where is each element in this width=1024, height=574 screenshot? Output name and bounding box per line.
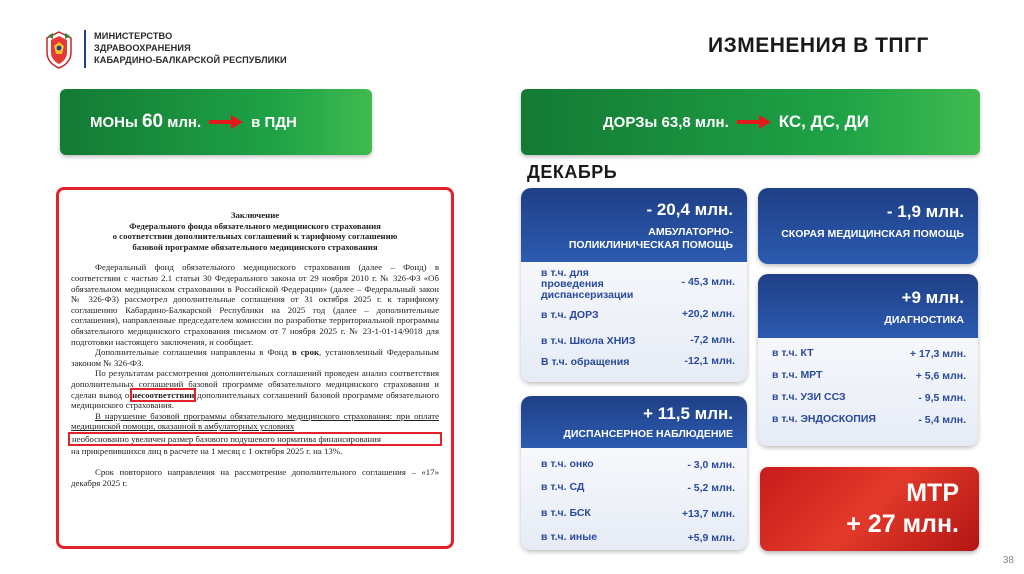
card-amount: + 11,5 млн. xyxy=(643,404,733,423)
mon-unit: млн. xyxy=(167,114,202,131)
highlight-violation: необоснованно увеличен размер базового подушевого норматива финансирования xyxy=(68,432,442,447)
card-amount: +9 млн. xyxy=(901,288,964,307)
card-amount: - 20,4 млн. xyxy=(646,200,733,219)
mtr-highlight-box xyxy=(760,467,979,551)
ministry-name: МИНИСТЕРСТВО ЗДРАВООХРАНЕНИЯ КАБАРДИНО-БАЛКАРСКОЙ РЕСПУБЛИКИ xyxy=(94,31,287,65)
red-arrow-icon xyxy=(737,115,771,129)
card-label: ДИСПАНСЕРНОЕ НАБЛЮДЕНИЕ xyxy=(563,428,733,440)
mon-prefix: МОНы xyxy=(90,114,138,131)
card-ambulance xyxy=(758,188,978,264)
card-label: СКОРАЯ МЕДИЦИНСКАЯ ПОМОЩЬ xyxy=(781,228,964,240)
card-dispensary: + 11,5 млн. ДИСПАНСЕРНОЕ НАБЛЮДЕНИЕ в т.ч. онко - 3,0 млн. в т.ч. СД - 5,2 млн. в т.ч. БСК +13,7 млн. в т.ч. иные +5,9 млн. xyxy=(521,396,747,550)
card-label: ДИАГНОСТИКА xyxy=(884,314,964,326)
document-paragraph: на прикрепившихся лиц в расчете на 1 месяц с 1 октября 2025 г. на 13%. xyxy=(71,446,343,457)
document-paragraph: Дополнительные соглашения направлены в Фонд в срок, установленный Федеральным законом № 326-ФЗ. xyxy=(71,347,439,368)
dorz-target: КС, ДС, ДИ xyxy=(778,112,869,131)
card-amount: - 1,9 млн. xyxy=(886,202,964,221)
page-number: 38 xyxy=(1002,555,1014,566)
mon-transfer-banner xyxy=(60,89,372,155)
document-heading: Заключение Федерального фонда обязательного медицинского страхования о соответствии дополнительных соглашений к тарифному соглашению базовой программе обязательного медицинского страхования xyxy=(112,210,398,252)
header-divider xyxy=(84,30,86,68)
document-paragraph: По результатам рассмотрения дополнительных соглашений проведен анализ соответствия дополнительных соглашений базовой программе обязательного медицинского страхования и сделан вывод о несоответствии дополнительных соглашений базовой программе обязательного медицинского страхования. xyxy=(71,368,440,411)
ffoms-conclusion-document xyxy=(56,187,454,549)
card-label: АМБУЛАТОРНО- ПОЛИКЛИНИЧЕСКАЯ ПОМОЩЬ xyxy=(568,226,733,251)
section-december-label: ДЕКАБРЬ xyxy=(527,162,618,182)
dorz-transfer-banner xyxy=(521,89,980,155)
document-paragraph: Федеральный фонд обязательного медицинского страхования (далее – Фонд) в соответствии с частью 2.1 статьи 30 Федерального закона от 29 ноября 2010 г. № 326-ФЗ «Об обязательном медицинском страховании в Российской Федерации» (далее – Федеральный закон № 326-ФЗ) рассмотрел дополнительные соглашения от 31 октября 2025 г. к тарифному соглашению Кабардино-Балкарской Республики на 2025 год (далее – дополнительные соглашения), направленные председателем комиссии по разработке территориальной программы обязательного медицинского страхования письмом от 7 ноября 2025 г. № 23-1-01-14/9018 для подготовки настоящего заключения, и сообщает. xyxy=(71,262,439,347)
document-paragraph: Срок повторного направления на рассмотрение дополнительного соглашения – «17» декабря 2025 г. xyxy=(71,467,439,488)
card-diagnostics: +9 млн. ДИАГНОСТИКА в т.ч. КТ + 17,3 млн. в т.ч. МРТ + 5,6 млн. в т.ч. УЗИ ССЗ - 9,5 млн. в т.ч. ЭНДОСКОПИЯ - 5,4 млн. xyxy=(758,274,978,446)
dorz-prefix: ДОРЗы 63,8 млн. xyxy=(603,113,729,131)
document-paragraph: В нарушение базовой программы обязательного медицинского страхования: при оплате медицинской помощи, оказанной в амбулаторных условиях xyxy=(71,410,439,432)
mon-amount: 60 xyxy=(141,111,164,132)
mon-target: в ПДН xyxy=(251,113,297,131)
mtr-title: МТР xyxy=(906,479,959,507)
card-outpatient: - 20,4 млн. АМБУЛАТОРНО- ПОЛИКЛИНИЧЕСКАЯ ПОМОЩЬ в т.ч. для проведения диспансеризации - 45,3 млн. в т.ч. ДОРЗ +20,2 млн. в т.ч. Школа ХНИЗ -7,2 млн. В т.ч. обращения -12,1 млн. xyxy=(521,188,747,382)
highlight-nonconformity: несоответствии xyxy=(132,389,195,400)
page-title: ИЗМЕНЕНИЯ В ТПГГ xyxy=(708,34,929,57)
coat-of-arms-icon xyxy=(44,30,74,70)
mtr-amount: + 27 млн. xyxy=(846,510,959,538)
red-arrow-icon xyxy=(209,115,243,129)
